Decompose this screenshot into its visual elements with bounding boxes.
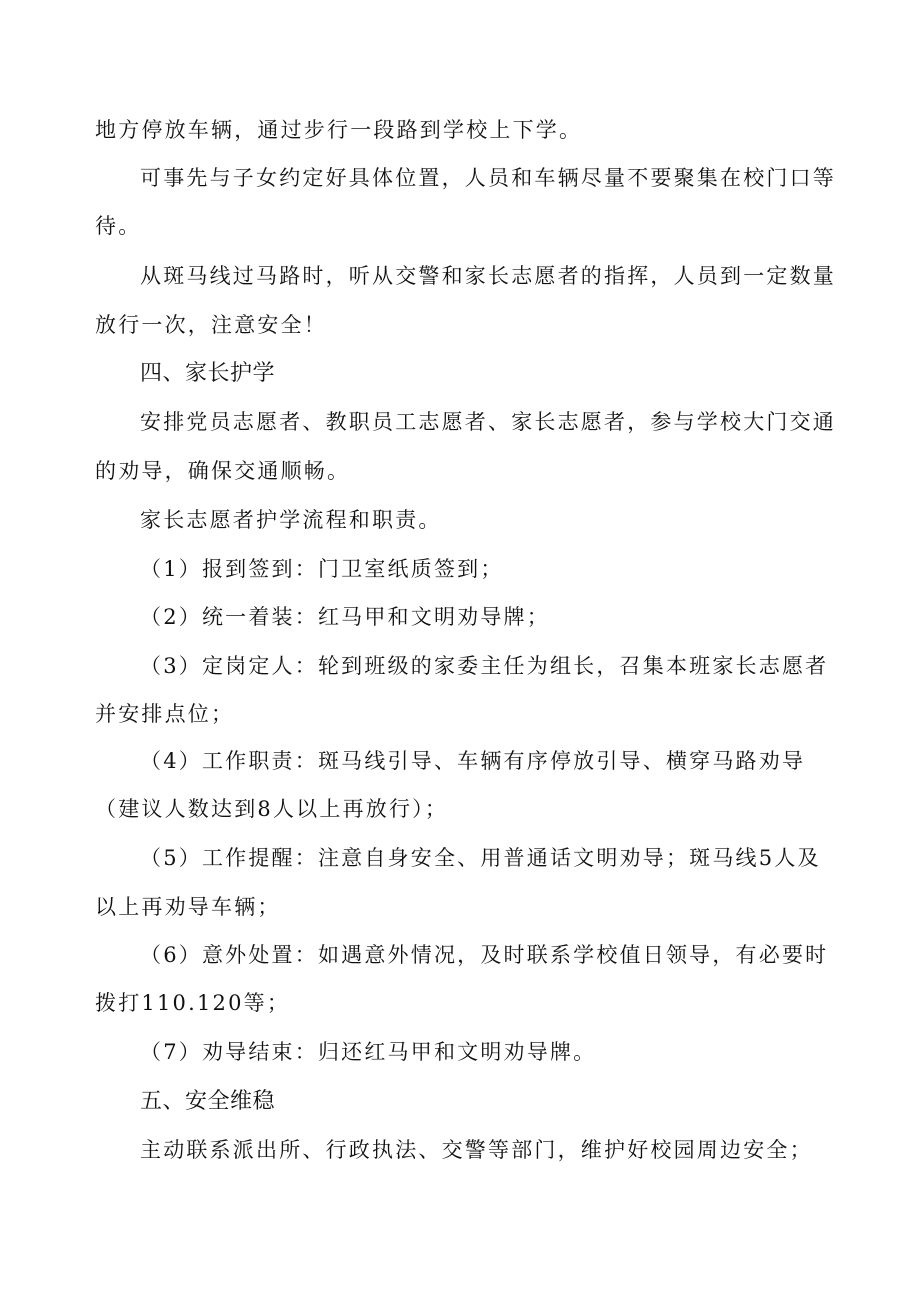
paragraph-line: 放行一次，注意安全！: [95, 313, 327, 337]
list-item: （5）工作提醒：注意自身安全、用普通话文明劝导；斑马线5人及: [140, 846, 821, 870]
list-item-continuation: 拨打110.120等；: [95, 991, 291, 1015]
paragraph-line: 安排党员志愿者、教职员工志愿者、家长志愿者，参与学校大门交通: [140, 410, 836, 434]
paragraph-line: 地方停放车辆，通过步行一段路到学校上下学。: [95, 118, 583, 142]
list-item: （1）报到签到：门卫室纸质签到；: [140, 557, 504, 581]
list-item-continuation: （建议人数达到8人以上再放行）；: [95, 797, 449, 821]
list-item-continuation: 并安排点位；: [95, 702, 235, 726]
section-heading: 四、家长护学: [140, 361, 276, 386]
paragraph-line: 可事先与子女约定好具体位置，人员和车辆尽量不要聚集在校门口等: [140, 166, 836, 190]
paragraph-line: 家长志愿者护学流程和职责。: [140, 508, 442, 532]
paragraph-line: 待。: [95, 214, 142, 238]
list-item: （7）劝导结束：归还红马甲和文明劝导牌。: [140, 1040, 597, 1064]
paragraph-line: 的劝导，确保交通顺畅。: [95, 459, 351, 483]
list-item: （3）定岗定人：轮到班级的家委主任为组长，召集本班家长志愿者: [140, 654, 829, 678]
list-item: （6）意外处置：如遇意外情况，及时联系学校值日领导，有必要时: [140, 943, 829, 967]
list-item: （2）统一着装：红马甲和文明劝导牌；: [140, 605, 550, 629]
section-heading: 五、安全维稳: [140, 1089, 276, 1114]
paragraph-line: 从斑马线过马路时，听从交警和家长志愿者的指挥，人员到一定数量: [140, 264, 836, 288]
paragraph-line: 主动联系派出所、行政执法、交警等部门，维护好校园周边安全；: [140, 1138, 813, 1162]
list-item-continuation: 以上再劝导车辆；: [95, 895, 281, 919]
list-item: （4）工作职责：斑马线引导、车辆有序停放引导、横穿马路劝导: [140, 749, 806, 773]
